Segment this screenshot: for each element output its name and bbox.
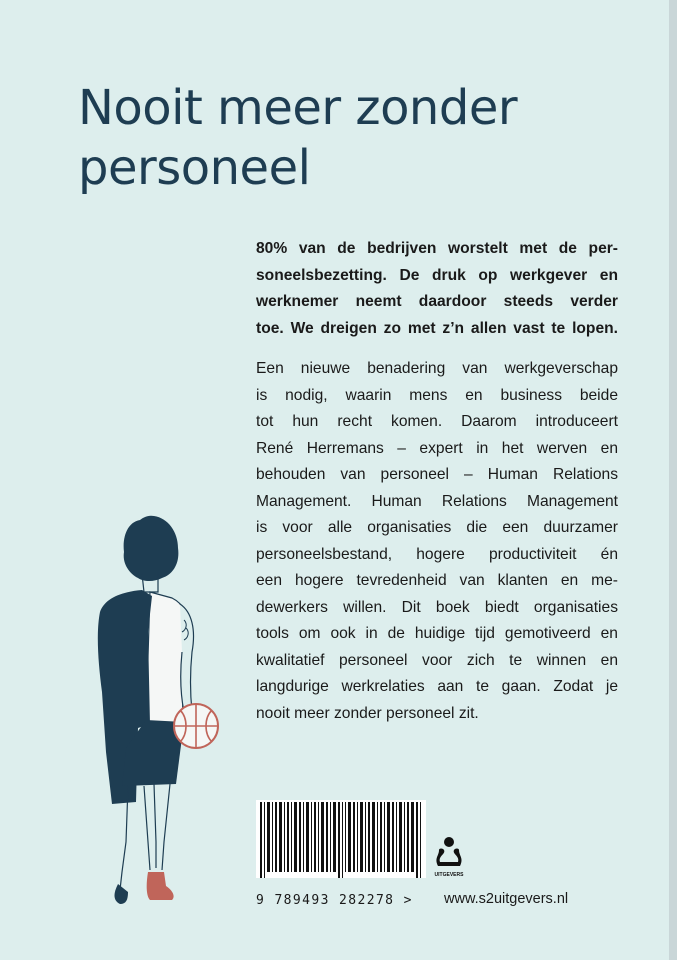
basketball-icon [174, 704, 218, 748]
right-sneaker [147, 872, 174, 900]
intro-paragraph [256, 236, 618, 342]
title-line-1: Nooit meer zonder [78, 80, 518, 136]
body-line: kwalitatief personeel voor zich te winnen en [256, 651, 618, 669]
intro-line: toe. We dreigen zo met z’n allen vast te lopen. [256, 319, 618, 337]
isbn-number: 9 789493 282278 > [256, 893, 413, 908]
body-paragraph [256, 356, 618, 727]
publisher-website: www.s2uitgevers.nl [444, 891, 569, 907]
body-line: Management. Human Relations Management [256, 492, 618, 510]
title-line-2: personeel [78, 140, 311, 196]
hair-shape [124, 516, 179, 581]
s2-publisher-logo [434, 836, 464, 882]
isbn-barcode [256, 800, 426, 878]
intro-line: 80% van de bedrijven worstelt met de per- [256, 240, 618, 257]
logo-text: UITGEVERS [434, 872, 464, 878]
body-line: personeelsbestand, hogere productiviteit én [256, 545, 618, 563]
book-title [78, 78, 638, 198]
body-line: René Herremans – expert in het werven en [256, 439, 618, 457]
body-line: langdurige werkrelaties aan te gaan. Zodat je [256, 678, 618, 695]
logo-dot-icon [444, 837, 454, 847]
body-line: een hogere tevredenheid van klanten en me- [256, 572, 618, 589]
body-line: is nodig, waarin mens en business beide [256, 386, 618, 404]
logo-s2-icon [436, 849, 461, 867]
body-line: tools om ook in de huidige tijd gemotiveerd en [256, 625, 618, 642]
woman-illustration [92, 512, 232, 912]
body-line: nooit meer zonder personeel zit. [256, 704, 479, 722]
book-spine-edge [669, 0, 677, 960]
intro-line: soneelsbezetting. De druk op werkgever en [256, 266, 618, 284]
body-line: Een nieuwe benadering van werkgeverschap [256, 360, 618, 377]
body-line: dewerkers willen. Dit boek biedt organisaties [256, 598, 618, 616]
body-line: tot hun recht komen. Daarom introduceert [256, 413, 618, 430]
body-line: is voor alle organisaties die een duurzamer [256, 519, 618, 536]
intro-line: werknemer neemt daardoor steeds verder [256, 293, 618, 310]
left-shoe [115, 884, 129, 904]
body-line: behouden van personeel – Human Relations [256, 466, 618, 483]
